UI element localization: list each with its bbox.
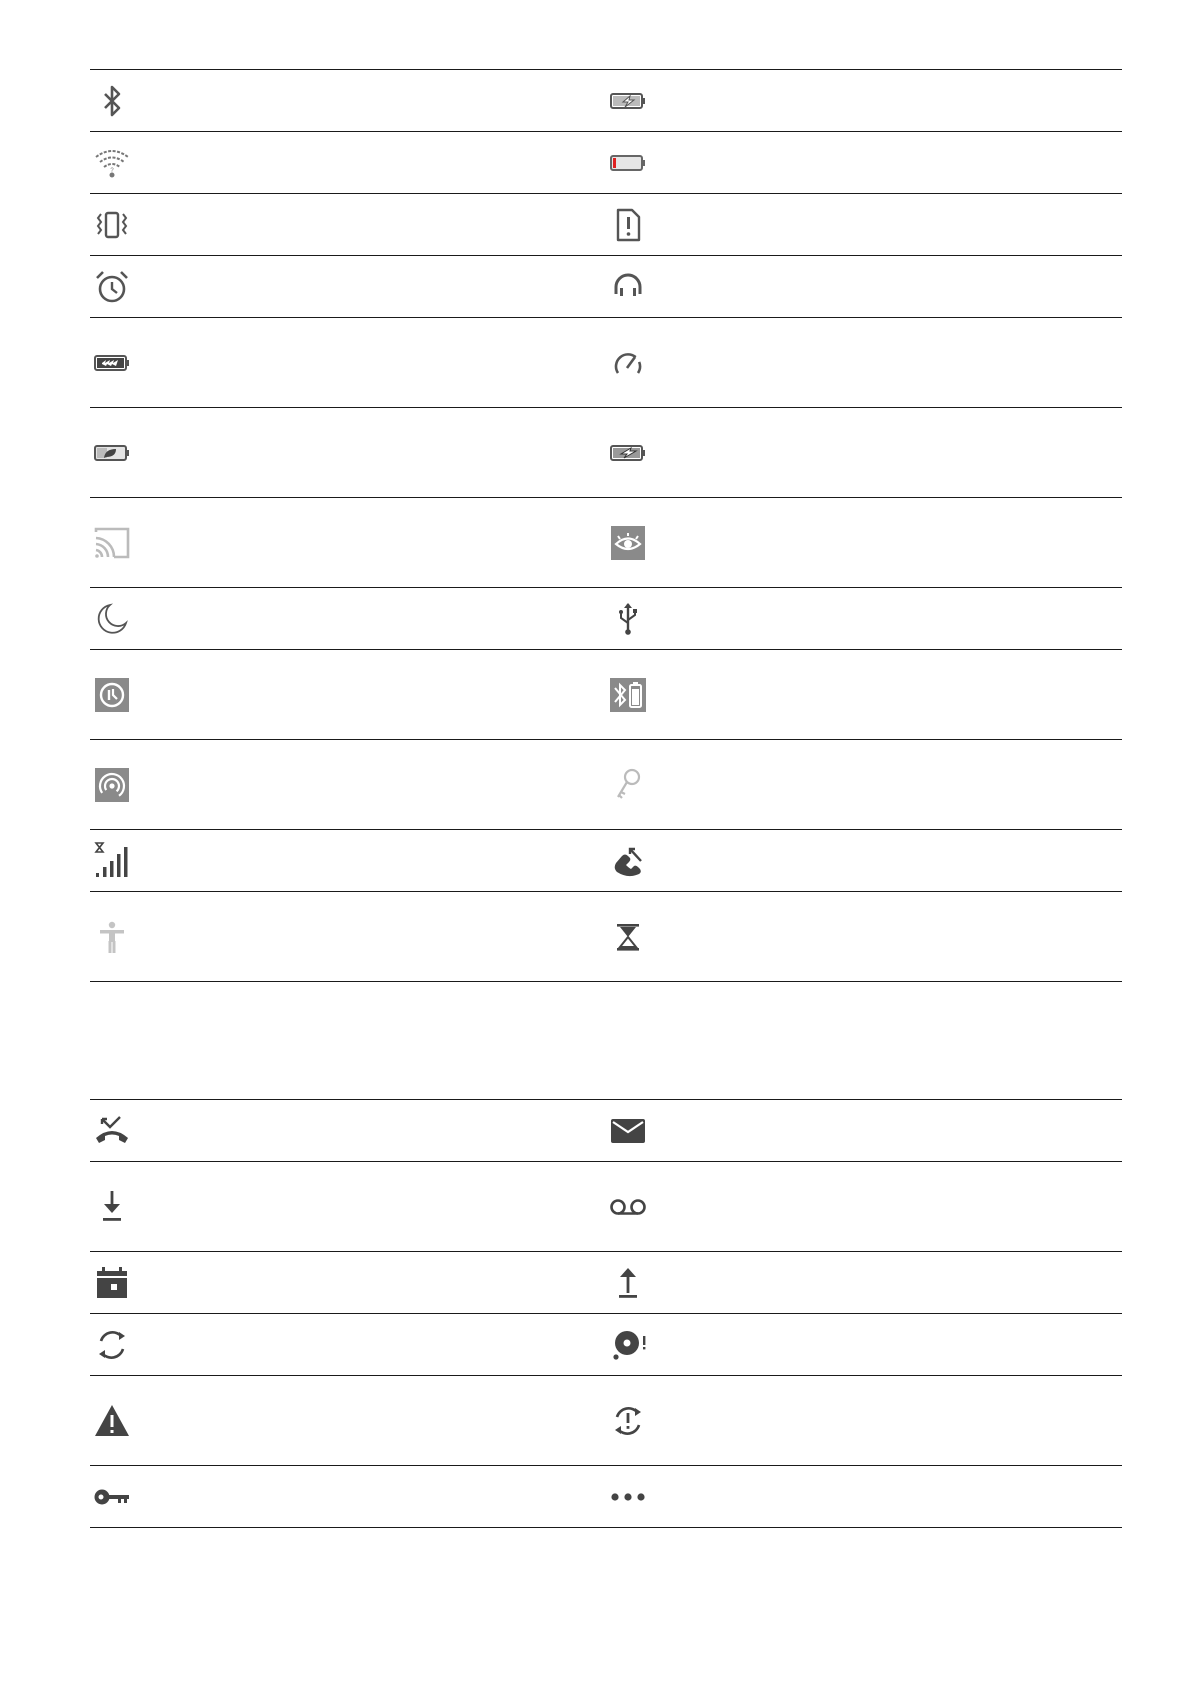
upload-icon — [608, 1263, 648, 1303]
battery-charging-icon — [608, 81, 648, 121]
table-cell — [606, 1376, 1122, 1465]
download-icon — [92, 1187, 132, 1227]
vibrate-icon — [92, 205, 132, 245]
table-row — [90, 1100, 1122, 1162]
table-cell — [606, 588, 1122, 649]
accessibility-icon — [92, 917, 132, 957]
table-cell — [606, 1252, 1122, 1313]
table-cell — [90, 498, 606, 587]
table-cell — [606, 830, 1122, 891]
table-row — [90, 588, 1122, 650]
table-cell — [90, 1466, 606, 1527]
hourglass-icon — [608, 917, 648, 957]
table-cell — [606, 256, 1122, 317]
notification-icons-table — [90, 1099, 1122, 1528]
table-cell — [606, 132, 1122, 193]
table-row — [90, 740, 1122, 830]
eye-comfort-icon — [608, 523, 648, 563]
missed-call-icon — [92, 1111, 132, 1151]
table-row — [90, 132, 1122, 194]
table-cell — [90, 1162, 606, 1251]
table-row — [90, 1252, 1122, 1314]
network-speed-icon — [608, 343, 648, 383]
svg-text:?: ? — [110, 167, 114, 174]
table-row — [90, 1466, 1122, 1528]
battery-power-saving-icon — [92, 433, 132, 473]
table-cell — [90, 408, 606, 497]
bluetooth-icon — [92, 81, 132, 121]
table-row — [90, 318, 1122, 408]
table-cell — [90, 1100, 606, 1161]
key-icon — [608, 765, 648, 805]
alarm-icon — [92, 267, 132, 307]
table-row — [90, 1162, 1122, 1252]
sync-error-icon — [608, 1401, 648, 1441]
wifi-icon — [92, 143, 132, 183]
table-cell — [90, 132, 606, 193]
table-cell — [606, 408, 1122, 497]
data-saver-icon — [92, 675, 132, 715]
table-cell — [90, 892, 606, 981]
warning-icon — [92, 1401, 132, 1441]
table-cell — [606, 1466, 1122, 1527]
table-cell — [606, 498, 1122, 587]
usb-icon — [608, 599, 648, 639]
sim-alert-icon — [608, 205, 648, 245]
status-icons-table — [90, 69, 1122, 982]
table-row — [90, 194, 1122, 256]
table-cell — [90, 194, 606, 255]
table-row — [90, 892, 1122, 982]
hotspot-icon — [92, 765, 132, 805]
table-cell — [606, 1314, 1122, 1375]
table-cell — [90, 70, 606, 131]
table-row — [90, 498, 1122, 588]
table-cell — [90, 1252, 606, 1313]
sync-icon — [92, 1325, 132, 1365]
bluetooth-battery-icon — [608, 675, 648, 715]
table-cell — [90, 1314, 606, 1375]
table-cell — [90, 588, 606, 649]
battery-fast-charging-icon — [608, 433, 648, 473]
table-row — [90, 830, 1122, 892]
signal-roaming-icon — [92, 841, 132, 881]
battery-low-icon — [608, 143, 648, 183]
table-row — [90, 1314, 1122, 1376]
table-cell — [606, 1100, 1122, 1161]
table-cell — [606, 194, 1122, 255]
table-row — [90, 650, 1122, 740]
table-row — [90, 70, 1122, 132]
screen-cast-icon — [92, 523, 132, 563]
table-cell — [606, 70, 1122, 131]
table-row — [90, 1376, 1122, 1466]
calendar-event-icon — [92, 1263, 132, 1303]
table-cell — [606, 892, 1122, 981]
table-cell — [606, 650, 1122, 739]
table-cell — [90, 830, 606, 891]
message-icon — [608, 1111, 648, 1151]
table-cell — [90, 318, 606, 407]
table-cell — [90, 650, 606, 739]
battery-super-charging-icon — [92, 343, 132, 383]
table-cell — [606, 740, 1122, 829]
table-cell — [90, 256, 606, 317]
more-notifications-icon — [608, 1477, 648, 1517]
table-cell — [606, 318, 1122, 407]
do-not-disturb-icon — [92, 599, 132, 639]
call-forwarding-icon — [608, 841, 648, 881]
storage-full-icon — [608, 1325, 648, 1365]
table-row — [90, 408, 1122, 498]
voicemail-icon — [608, 1187, 648, 1227]
table-cell — [90, 740, 606, 829]
vpn-key-icon — [92, 1477, 132, 1517]
table-row — [90, 256, 1122, 318]
headset-icon — [608, 267, 648, 307]
table-cell — [606, 1162, 1122, 1251]
table-cell — [90, 1376, 606, 1465]
